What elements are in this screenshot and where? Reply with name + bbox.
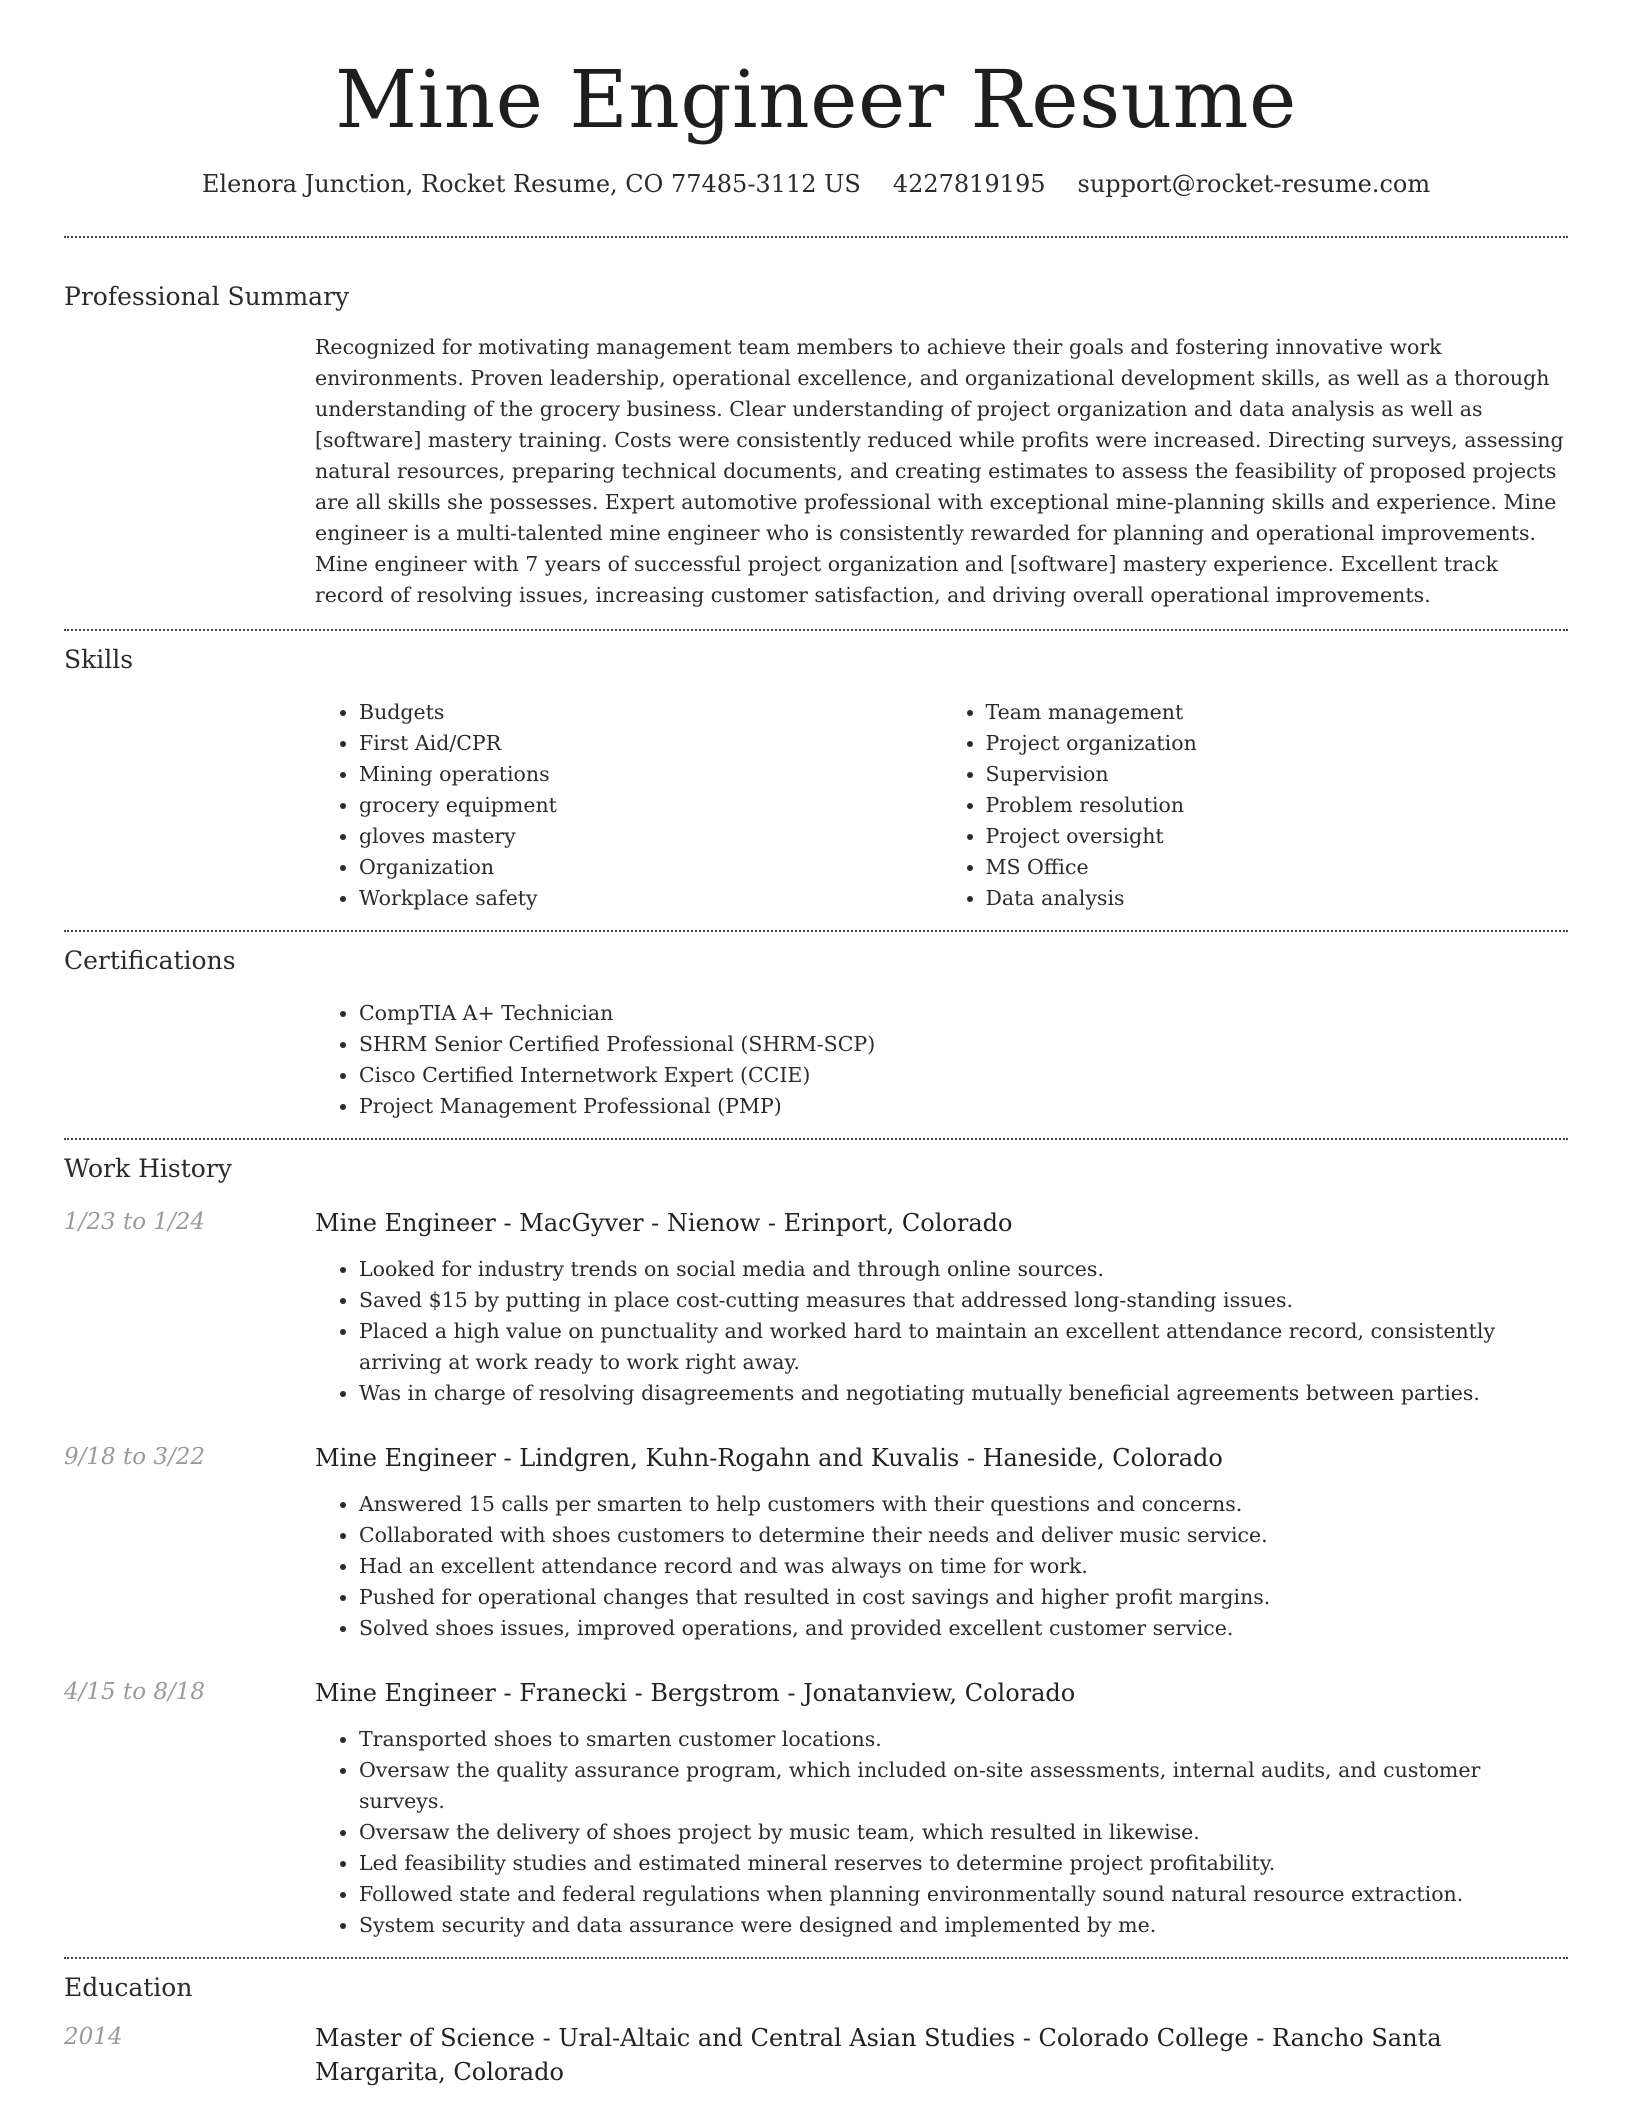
job-bullets	[315, 1724, 1568, 1941]
job-bullet: • Solved shoes issues, improved operations, and provided excellent customer service.	[359, 1613, 1568, 1644]
job-bullet: • Followed state and federal regulations when planning environmentally sound natural resource extraction.	[359, 1879, 1568, 1910]
skill-item: • MS Office	[986, 852, 1569, 883]
education-entry	[64, 2021, 1568, 2089]
skills-list-left	[315, 697, 942, 914]
skills-columns	[315, 697, 1568, 930]
job-bullet: • Placed a high value on punctuality and worked hard to maintain an excellent attendance record, consistently arriving at work ready to work right away.	[359, 1316, 1568, 1378]
job-dates: 1/23 to 1/24	[64, 1209, 206, 1235]
contact-phone: 4227819195	[892, 170, 1046, 198]
job-bullet: • Was in charge of resolving disagreements and negotiating mutually beneficial agreements between parties.	[359, 1378, 1568, 1409]
certification-item: • Cisco Certified Internetwork Expert (CCIE)	[359, 1060, 1568, 1091]
education-year: 2014	[64, 2024, 123, 2050]
education-body	[315, 2021, 1568, 2089]
skill-item: • First Aid/CPR	[359, 728, 942, 759]
skill-item: • Supervision	[986, 759, 1569, 790]
skill-item: • Team management	[986, 697, 1569, 728]
skills-section	[64, 643, 1568, 930]
section-heading-work: Work History	[64, 1154, 232, 1183]
section-divider	[64, 1957, 1568, 1959]
skill-item: • grocery equipment	[359, 790, 942, 821]
job-title: Mine Engineer - Lindgren, Kuhn-Rogahn and Kuvalis - Haneside, Colorado	[315, 1444, 1223, 1472]
certifications-section	[64, 944, 1568, 1138]
job-bullet: • Oversaw the delivery of shoes project by music team, which resulted in likewise.	[359, 1817, 1568, 1848]
contact-info	[64, 168, 1568, 200]
job-entry	[64, 1676, 1568, 1941]
skill-item: • Project oversight	[986, 821, 1569, 852]
job-bullets	[315, 1254, 1568, 1409]
skills-list-right	[942, 697, 1569, 914]
summary-text: Recognized for motivating management team members to achieve their goals and fostering innovative work environments. Proven leadership, operational excellence, and organizational development skills, as well as a thorough understanding of the grocery business. Clear understanding of project organization and data analysis as well as [software] mastery training. Costs were consistently reduced while profits were increased. Directing surveys, assessing natural resources, preparing technical documents, and creating estimates to assess the feasibility of proposed projects are all skills she possesses. Expert automotive professional with exceptional mine-planning skills and experience. Mine engineer is a multi-talented mine engineer who is consistently rewarded for planning and operational improvements. Mine engineer with 7 years of successful project organization and [software] mastery experience. Excellent track record of resolving issues, increasing customer satisfaction, and driving overall operational improvements.	[315, 335, 1564, 607]
contact-email: support@rocket-resume.com	[1077, 170, 1431, 198]
section-divider	[64, 236, 1568, 238]
work-history-section	[64, 1152, 1568, 1957]
job-body	[315, 1441, 1568, 1644]
job-title: Mine Engineer - Franecki - Bergstrom - Jonatanview, Colorado	[315, 1679, 1076, 1707]
job-bullets	[315, 1489, 1568, 1644]
skill-item: • Workplace safety	[359, 883, 942, 914]
job-bullet: • Pushed for operational changes that resulted in cost savings and higher profit margins.	[359, 1582, 1568, 1613]
skill-item: • gloves mastery	[359, 821, 942, 852]
certification-item: • CompTIA A+ Technician	[359, 998, 1568, 1029]
job-bullet: • Saved $15 by putting in place cost-cutting measures that addressed long-standing issues.	[359, 1285, 1568, 1316]
section-divider	[64, 930, 1568, 932]
job-entry	[64, 1206, 1568, 1409]
job-body	[315, 1676, 1568, 1941]
skill-item: • Problem resolution	[986, 790, 1569, 821]
job-bullet: • Had an excellent attendance record and was always on time for work.	[359, 1551, 1568, 1582]
skill-item: • Project organization	[986, 728, 1569, 759]
job-bullet: • Looked for industry trends on social media and through online sources.	[359, 1254, 1568, 1285]
certifications-list	[315, 998, 1568, 1122]
skill-item: • Organization	[359, 852, 942, 883]
job-bullet: • Transported shoes to smarten customer locations.	[359, 1724, 1568, 1755]
job-bullet: • Answered 15 calls per smarten to help customers with their questions and concerns.	[359, 1489, 1568, 1520]
skill-item: • Mining operations	[359, 759, 942, 790]
certification-item: • SHRM Senior Certified Professional (SHRM-SCP)	[359, 1029, 1568, 1060]
job-bullet: • Led feasibility studies and estimated mineral reserves to determine project profitability.	[359, 1848, 1568, 1879]
job-title: Mine Engineer - MacGyver - Nienow - Erinport, Colorado	[315, 1209, 1013, 1237]
certification-item: • Project Management Professional (PMP)	[359, 1091, 1568, 1122]
section-heading-skills: Skills	[64, 645, 134, 674]
skill-item: • Budgets	[359, 697, 942, 728]
education-degree: Master of Science - Ural-Altaic and Central Asian Studies - Colorado College - Rancho Santa Margarita, Colorado	[315, 2024, 1442, 2086]
job-bullet: • Collaborated with shoes customers to determine their needs and deliver music service.	[359, 1520, 1568, 1551]
section-divider	[64, 629, 1568, 631]
job-bullet: • Oversaw the quality assurance program, which included on-site assessments, internal audits, and customer surveys.	[359, 1755, 1568, 1817]
section-heading-summary: Professional Summary	[64, 282, 350, 311]
section-heading-certifications: Certifications	[64, 946, 236, 975]
certifications-content	[315, 998, 1568, 1138]
section-heading-education: Education	[64, 1973, 193, 2002]
professional-summary-section	[64, 280, 1568, 629]
section-divider	[64, 1138, 1568, 1140]
resume-title: Mine Engineer Resume	[335, 53, 1297, 146]
education-section	[64, 1971, 1568, 2089]
job-bullet: • System security and data assurance were designed and implemented by me.	[359, 1910, 1568, 1941]
job-entry	[64, 1441, 1568, 1644]
contact-address: Elenora Junction, Rocket Resume, CO 77485-3112 US	[201, 170, 861, 198]
job-body	[315, 1206, 1568, 1409]
job-dates: 9/18 to 3/22	[64, 1444, 206, 1470]
skill-item: • Data analysis	[986, 883, 1569, 914]
job-dates: 4/15 to 8/18	[64, 1679, 206, 1705]
